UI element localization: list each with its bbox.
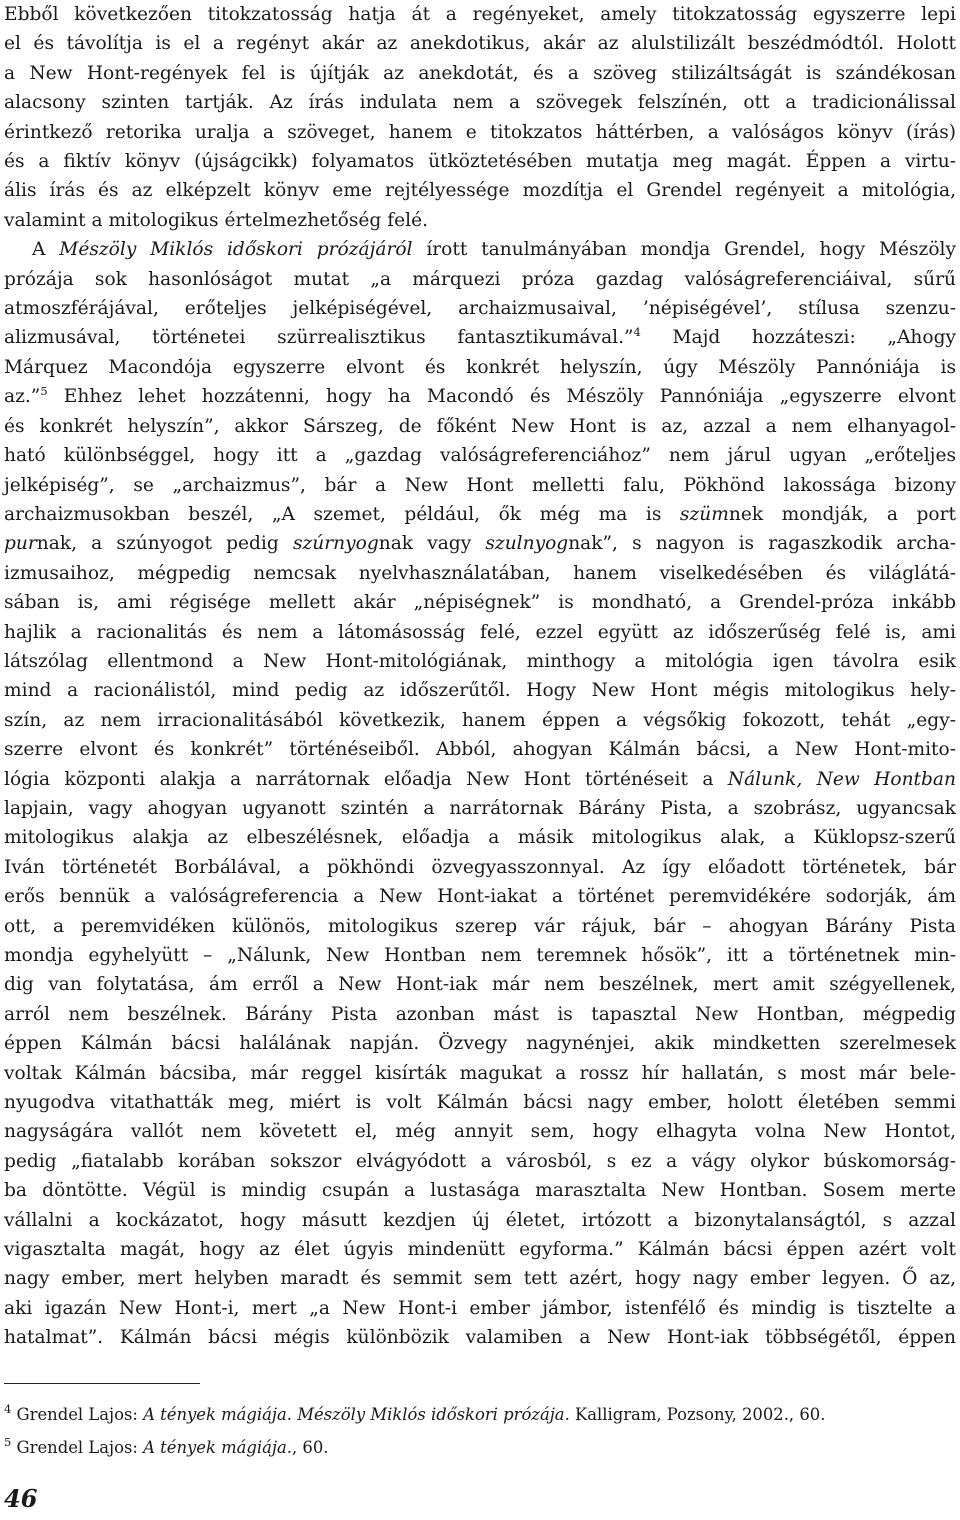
text-line: sában is, ami régisége mellett akár „népiségnek” is mondható, a Grendel-próza inkább [4, 592, 956, 614]
text-line: Ebből következően titokzatosság hatja át a regényeket, amely titokzatosság egyszerre lepi [4, 4, 956, 25]
text-line: el és távolítja is el a regényt akár az anekdotikus, akár az alulstilizált beszédmódtól. Holott [4, 33, 956, 55]
text-line: a New Hont-regények fel is újítják az anekdotát, és a szöveg stilizáltságát is szándékosan [4, 62, 956, 84]
text-line: erős bennük a valóságreferencia a New Hont-iakat a történet peremvidékére sodorják, ám [4, 886, 956, 908]
italic-word: szulnyog [485, 533, 569, 555]
text-line: nagy ember, mert helyben maradt és semmit sem tett azért, hogy nagy ember legyen. Ő az, [4, 1268, 956, 1290]
text-line: nagyságára vallót nem követett el, még annyit sem, hogy elhagyta volna New Hontot, [4, 1121, 956, 1143]
text-run: alizmusával, történetei szürrealisztikus fantasztikumával.” [4, 327, 634, 349]
text-line: izmusaihoz, mégpedig nemcsak nyelvhasználatában, hanem viselkedésében és világlátá- [4, 562, 956, 584]
footnote-ref: 5 [40, 384, 48, 399]
footnote-number: 4 [4, 1402, 12, 1416]
text-line: mondja egyhelyütt – „Nálunk, New Hontban nem teremnek hősök”, itt a történetnek min- [4, 945, 956, 966]
text-line: lapjain, vagy ahogyan ugyanott szintén a narrátornak Bárány Pista, a szobrász, ugyancsak [4, 797, 956, 819]
body-text [4, 0, 956, 1353]
footnote-5 [4, 1431, 956, 1464]
text-line: arról nem beszélnek. Bárány Pista azonban mást is tapasztal New Hontban, mégpedig [4, 1003, 956, 1025]
text-line: szín, az nem irracionalitásából következik, hanem éppen a végsőkig fokozott, tehát „egy- [4, 709, 956, 731]
text-line: jelképiség”, se „archaizmus”, bár a New Hont melletti falu, Pökhönd lakossága bizony [4, 474, 956, 496]
italic-title: A tények mágiája. Mészöly Miklós időskori prózája. [143, 1405, 570, 1424]
text-run: Grendel Lajos: [11, 1438, 144, 1457]
text-line: aki igazán New Hont-i, mert „a New Hont-i ember jámbor, istenfélő és mindig is tisztelte a [4, 1297, 956, 1319]
text-line [4, 382, 956, 411]
text-line [4, 765, 956, 794]
text-line: Márquez Macondója egyszerre elvont és konkrét helyszín, úgy Mészöly Pannóniája is [4, 356, 956, 378]
italic-title: Nálunk, New Hontban [727, 768, 956, 790]
text-run: Majd hozzáteszi: „Ahogy [640, 327, 956, 349]
text-line: pedig „fiatalabb korában sokszor elvágyódott a városból, s ez a vágy olykor búskomorság- [4, 1150, 956, 1172]
text-line: hatalmat”. Kálmán bácsi mégis különbözik valamiben a New Hont-iak többségétől, éppen [4, 1327, 956, 1349]
text-line: érintkező retorika uralja a szöveget, hanem e titokzatos háttérben, a valóságos könyv (írás) [4, 121, 956, 143]
text-run: A [32, 239, 60, 261]
text-line: ális írás és az elképzelt könyv eme rejtélyessége mozdítja el Grendel regényeit a mitológia, [4, 180, 956, 202]
text-run: , 60. [292, 1438, 329, 1457]
text-line: ható különbséggel, hogy itt a „gazdag valóságreferenciához” nem járul ugyan „erőteljes [4, 445, 956, 467]
text-run: lógia központi alakja a narrátornak előadja New Hont történéseit a [4, 768, 728, 790]
footnote-ref: 4 [633, 325, 641, 340]
text-line: mind a racionálistól, mind pedig az időszerűtől. Hogy New Hont mégis mitologikus hely- [4, 680, 956, 702]
text-run: nak, a szúnyogot pedig [36, 533, 293, 555]
text-line: alacsony szinten tartják. Az írás indulata nem a szövegek felszínén, ott a tradicionálissal [4, 92, 956, 114]
text-line: Iván történetét Borbálával, a pökhöndi özvegyasszonnyal. Az így előadott történetek, bár [4, 856, 956, 878]
text-line: ott, a peremvidéken különös, mitologikus szerep vár rájuk, bár – ahogyan Bárány Pista [4, 915, 956, 937]
text-run: az.” [4, 386, 41, 408]
italic-word: szúrnyog [292, 533, 379, 555]
text-run: nak vagy [378, 533, 486, 555]
text-line: szerre elvont és konkrét” történéseiből. Abból, ahogyan Kálmán bácsi, a New Hont-mito- [4, 739, 956, 761]
text-run: nek mondják, a port [728, 503, 956, 525]
text-line: ba döntötte. Végül is mindig csupán a lustasága marasztalta New Hontban. Sosem merte [4, 1180, 956, 1202]
text-run: Grendel Lajos: [11, 1405, 144, 1424]
text-line [4, 323, 956, 352]
italic-title: Mészöly Miklós időskori prózájáról [59, 239, 413, 261]
text-line: voltak Kálmán bácsiba, már reggel kisírták magukat a rossz hír hallatán, s most már bele- [4, 1062, 956, 1084]
text-line [4, 529, 956, 558]
text-line: vigasztalta magát, hogy az élet úgyis mindenütt egyforma.” Kálmán bácsi éppen azért volt [4, 1239, 956, 1261]
text-line: látszólag ellentmond a New Hont-mitológiának, minthogy a mitológia igen távolra esik [4, 650, 956, 672]
text-line: valamint a mitologikus értelmezhetőség felé. [4, 209, 428, 231]
italic-word: pur [4, 533, 37, 555]
text-line [4, 235, 956, 264]
text-line: nyugodva vitathatták meg, miért is volt Kálmán bácsi nagy ember, holott életében semmi [4, 1092, 956, 1114]
footnote-number: 5 [4, 1435, 12, 1449]
text-line: mitologikus alakja az elbeszélésnek, előadja a másik mitologikus alak, a Küklopsz-szerű [4, 827, 956, 849]
text-line: éppen Kálmán bácsi halálának napján. Özvegy nagynénjei, akik mindketten szerelmesek [4, 1033, 956, 1055]
text-run: Ehhez lehet hozzátenni, hogy ha Macondó és Mészöly Pannóniája „egyszerre elvont [47, 386, 956, 408]
page-number: 46 [4, 1484, 38, 1513]
italic-title: A tények mágiája. [143, 1438, 293, 1457]
text-line: dig van folytatása, ám erről a New Hont-iak már nem beszélnek, mert amit szégyellenek, [4, 974, 956, 996]
text-run: Kalligram, Pozsony, 2002., 60. [569, 1405, 826, 1424]
text-line: és a fiktív könyv (újságcikk) folyamatos ütköztetésében mutatja meg magát. Éppen a virtu- [4, 151, 956, 173]
text-line: és konkrét helyszín”, akkor Sárszeg, de főként New Hont is az, azzal a nem elhanyagol- [4, 415, 956, 437]
footnote-4 [4, 1398, 956, 1431]
footnote-divider [4, 1383, 200, 1384]
italic-word: szüm [679, 503, 729, 525]
text-run: írott tanulmányában mondja Grendel, hogy Mészöly [412, 239, 956, 261]
text-line: atmoszférájával, erőteljes jelképiségével, archaizmusaival, ’népiségével’, stílusa szenzu- [4, 298, 956, 320]
text-run: nak”, s nagyon is ragaszkodik archa- [568, 533, 956, 555]
footnotes [4, 1398, 956, 1464]
text-line: prózája sok hasonlóságot mutat „a márquezi próza gazdag valóságreferenciáival, sűrű [4, 268, 956, 290]
text-line [4, 500, 956, 529]
text-line: vállalni a kockázatot, hogy másutt kezdjen új életet, irtózott a bizonytalanságtól, s azzal [4, 1209, 956, 1231]
text-line: hajlik a racionalitás és nem a látomásosság felé, ezzel együtt az időszerűség felé is, ami [4, 621, 956, 643]
text-run: archaizmusokban beszél, „A szemet, például, ők még ma is [4, 503, 680, 525]
